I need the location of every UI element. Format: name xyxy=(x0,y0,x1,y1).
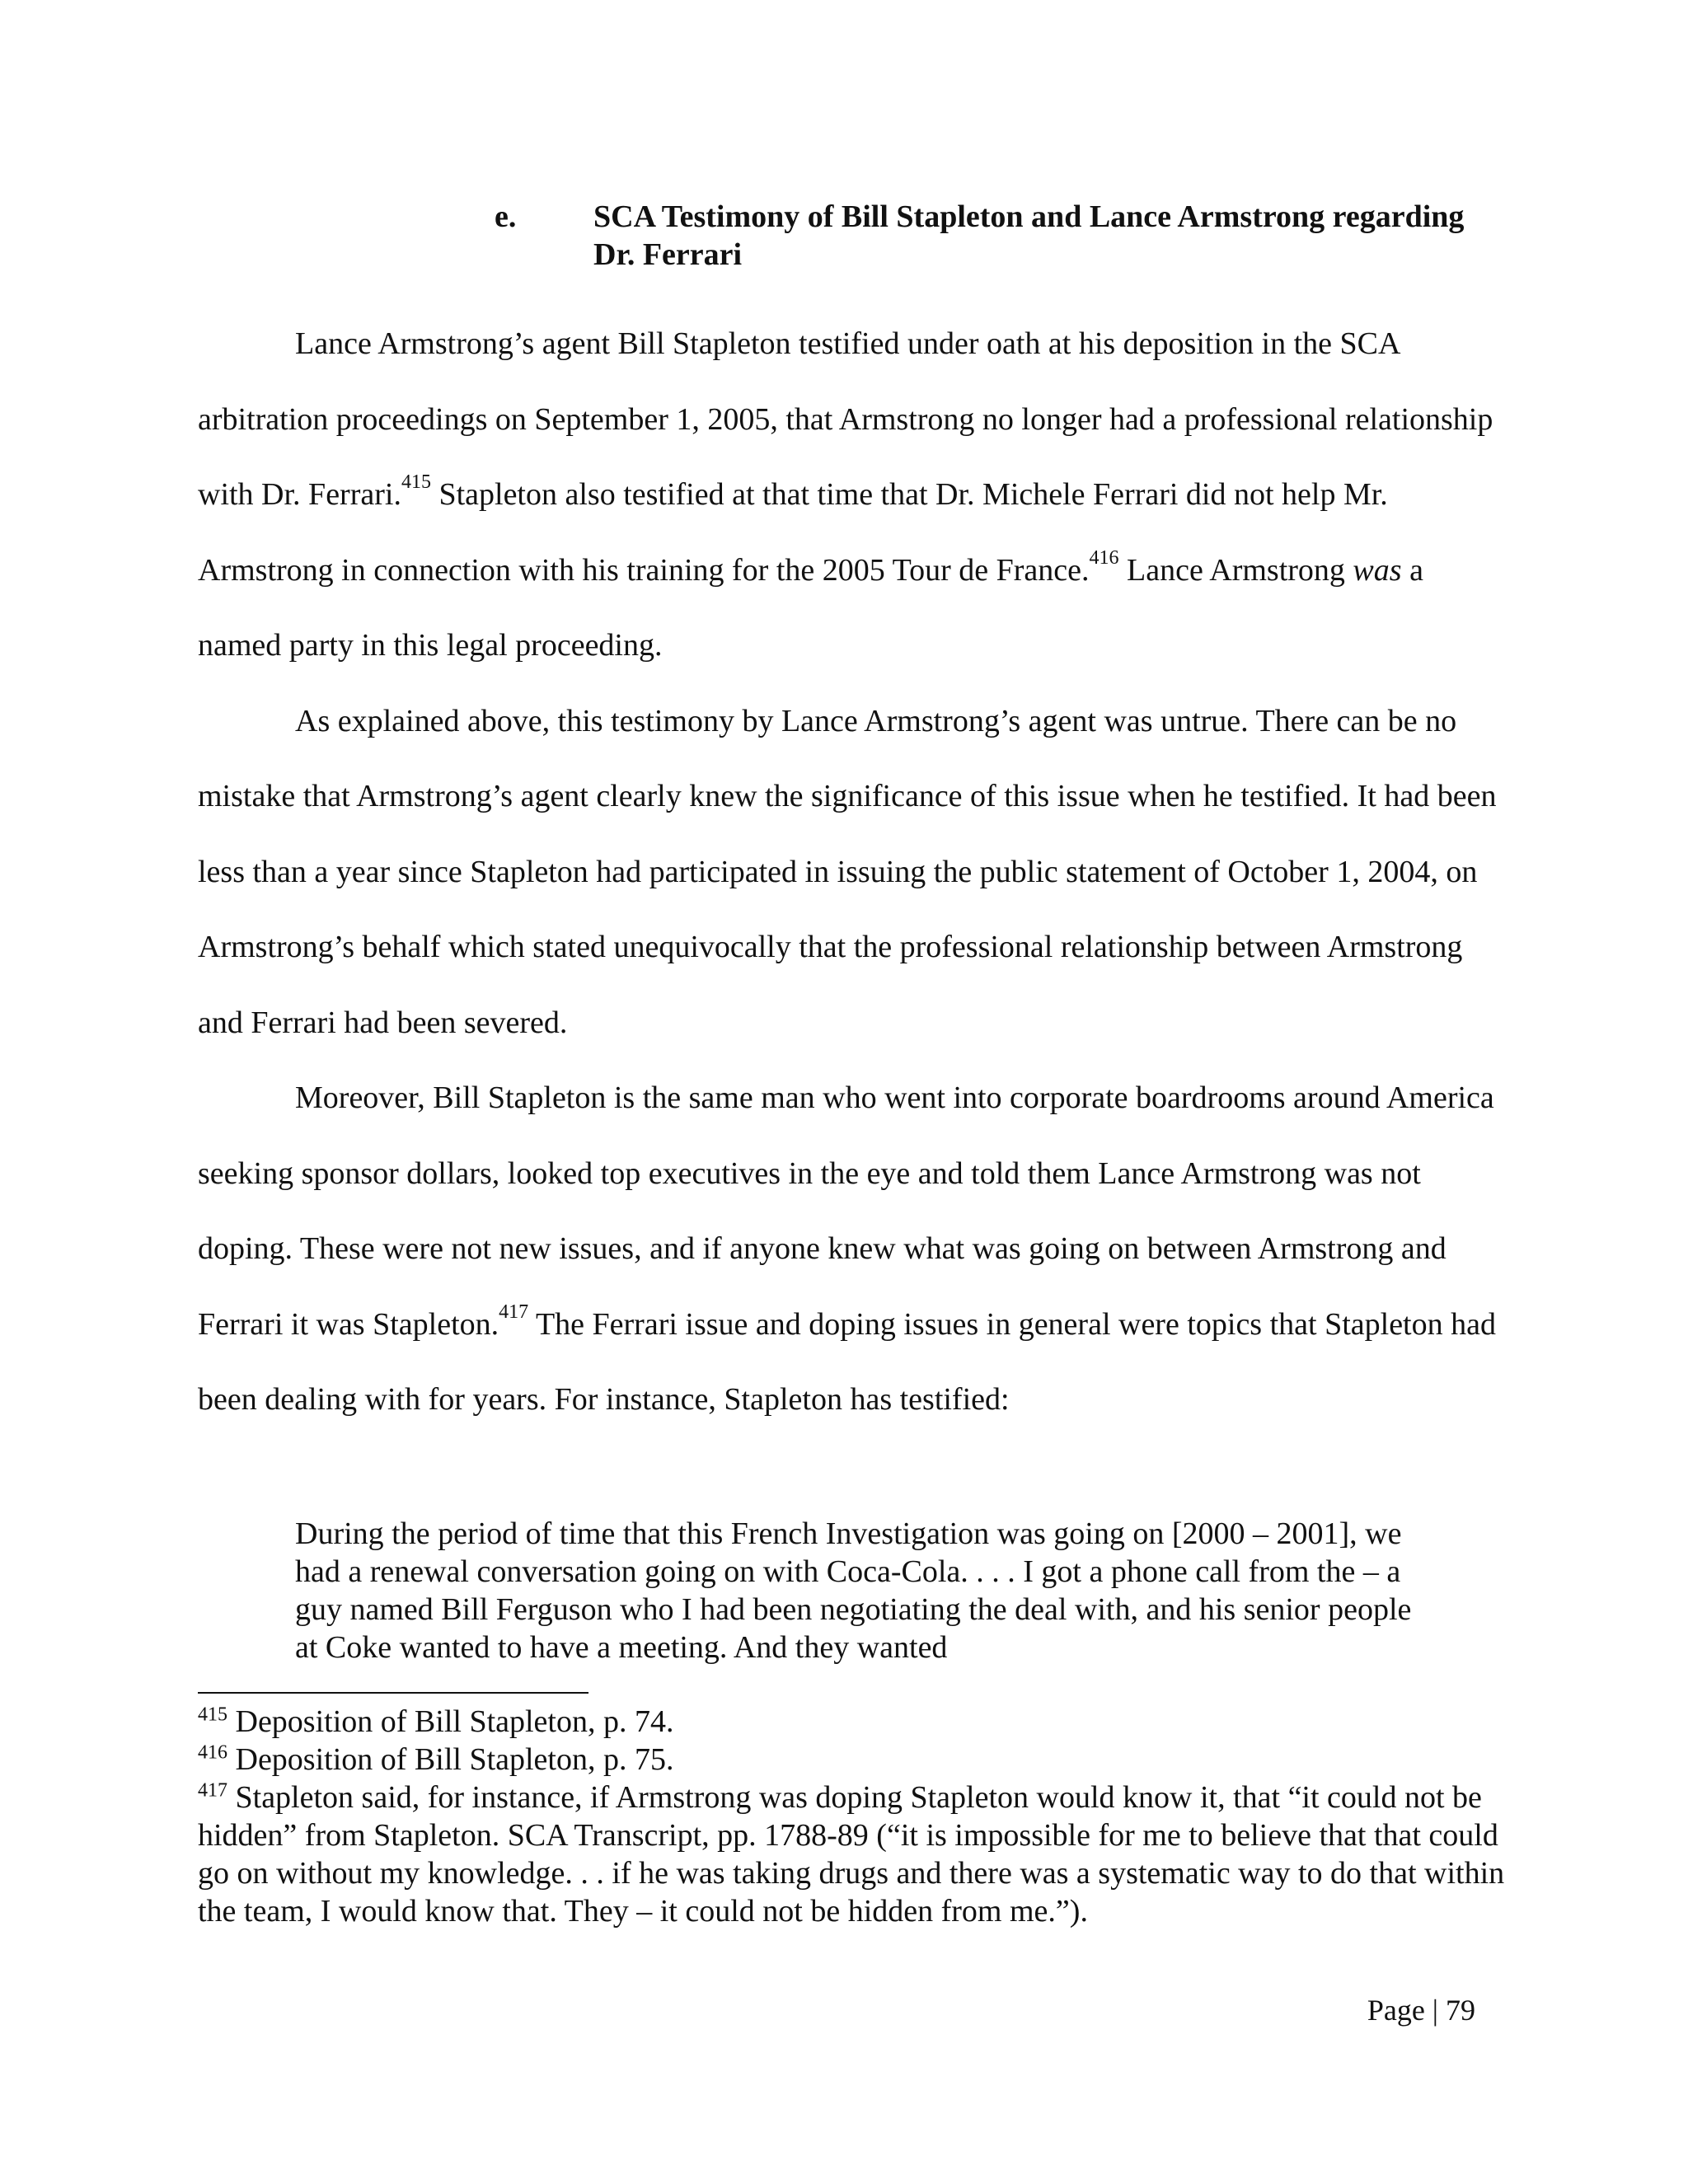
footnote-number-416: 416 xyxy=(198,1741,227,1764)
footnote-415 xyxy=(198,1703,1517,1741)
footnote-ref-415[interactable]: 415 xyxy=(401,471,431,494)
paragraph-1-text-b: Stapleton also testified at that time that Dr. Michele Ferrari did not help Mr. Armstrong in connection with his training for the 2005 Tour de France. xyxy=(198,477,1388,588)
paragraph-3-text-a: Moreover, Bill Stapleton is the same man who went into corporate boardrooms around America seeking sponsor dollars, looked top executives in the eye and told them Lance Armstrong was not doping. These were not new issues, and if anyone knew what was going on between Armstrong and Ferrari it was Stapleton. xyxy=(198,1080,1494,1342)
footnote-text-417: Stapleton said, for instance, if Armstrong was doping Stapleton would know it, that “it could not be hidden” from Stapleton. SCA Transcript, pp. 1788-89 (“it is impossible for me to believe that that could go on without my knowledge. . . if he was taking drugs and there was a systematic way to do that within the team, I would know that. They – it could not be hidden from me.”). xyxy=(198,1780,1505,1929)
section-marker: e. xyxy=(495,199,517,234)
footnote-416 xyxy=(198,1741,1517,1779)
section-title: SCA Testimony of Bill Stapleton and Lance Armstrong regarding Dr. Ferrari xyxy=(593,199,1465,272)
footnote-number-417: 417 xyxy=(198,1779,227,1802)
paragraph-1 xyxy=(198,307,1500,684)
paragraph-1-text-c: Lance Armstrong xyxy=(1118,552,1353,588)
footnote-separator xyxy=(198,1692,588,1694)
footnote-text-416: Deposition of Bill Stapleton, p. 75. xyxy=(227,1742,674,1777)
body-text xyxy=(198,307,1500,1438)
footnote-ref-417[interactable]: 417 xyxy=(499,1301,529,1323)
footnote-text-415: Deposition of Bill Stapleton, p. 74. xyxy=(227,1704,674,1739)
footnote-number-415: 415 xyxy=(198,1704,227,1726)
paragraph-1-text-d: a named party in this legal proceeding. xyxy=(198,552,1423,663)
paragraph-2: As explained above, this testimony by Lance Armstrong’s agent was untrue. There can be no mistake that Armstrong’s agent clearly knew the significance of this issue when he testified. It had been less than a year since Stapleton had participated in issuing the public statement of October 1, 2004, on Armstrong’s behalf which stated unequivocally that the professional relationship between Armstrong and Ferrari had been severed. xyxy=(198,703,1497,1040)
paragraph-3-text-b: The Ferrari issue and doping issues in general were topics that Stapleton had been dealing with for years. For instance, Stapleton has testified: xyxy=(198,1306,1496,1417)
paragraph-1-emphasis: was xyxy=(1353,552,1402,588)
footnote-ref-416[interactable]: 416 xyxy=(1089,546,1119,569)
paragraph-1-text-a: Lance Armstrong’s agent Bill Stapleton testified under oath at his deposition in the SCA arbitration proceedings on September 1, 2005, that Armstrong no longer had a professional relationship with Dr. Ferrari. xyxy=(198,326,1493,512)
footnote-417 xyxy=(198,1779,1517,1930)
paragraph-3 xyxy=(198,1061,1500,1438)
page-number: Page | 79 xyxy=(1367,1994,1475,2027)
block-quote: During the period of time that this French Investigation was going on [2000 – 2001], we had a renewal conversation going on with Coca-Cola. . . . I got a phone call from the – a guy named Bill Ferguson who I had been negotiating the deal with, and his senior people at Coke wanted to have a meeting. And they wanted xyxy=(295,1516,1412,1665)
footnotes xyxy=(198,1703,1517,1930)
